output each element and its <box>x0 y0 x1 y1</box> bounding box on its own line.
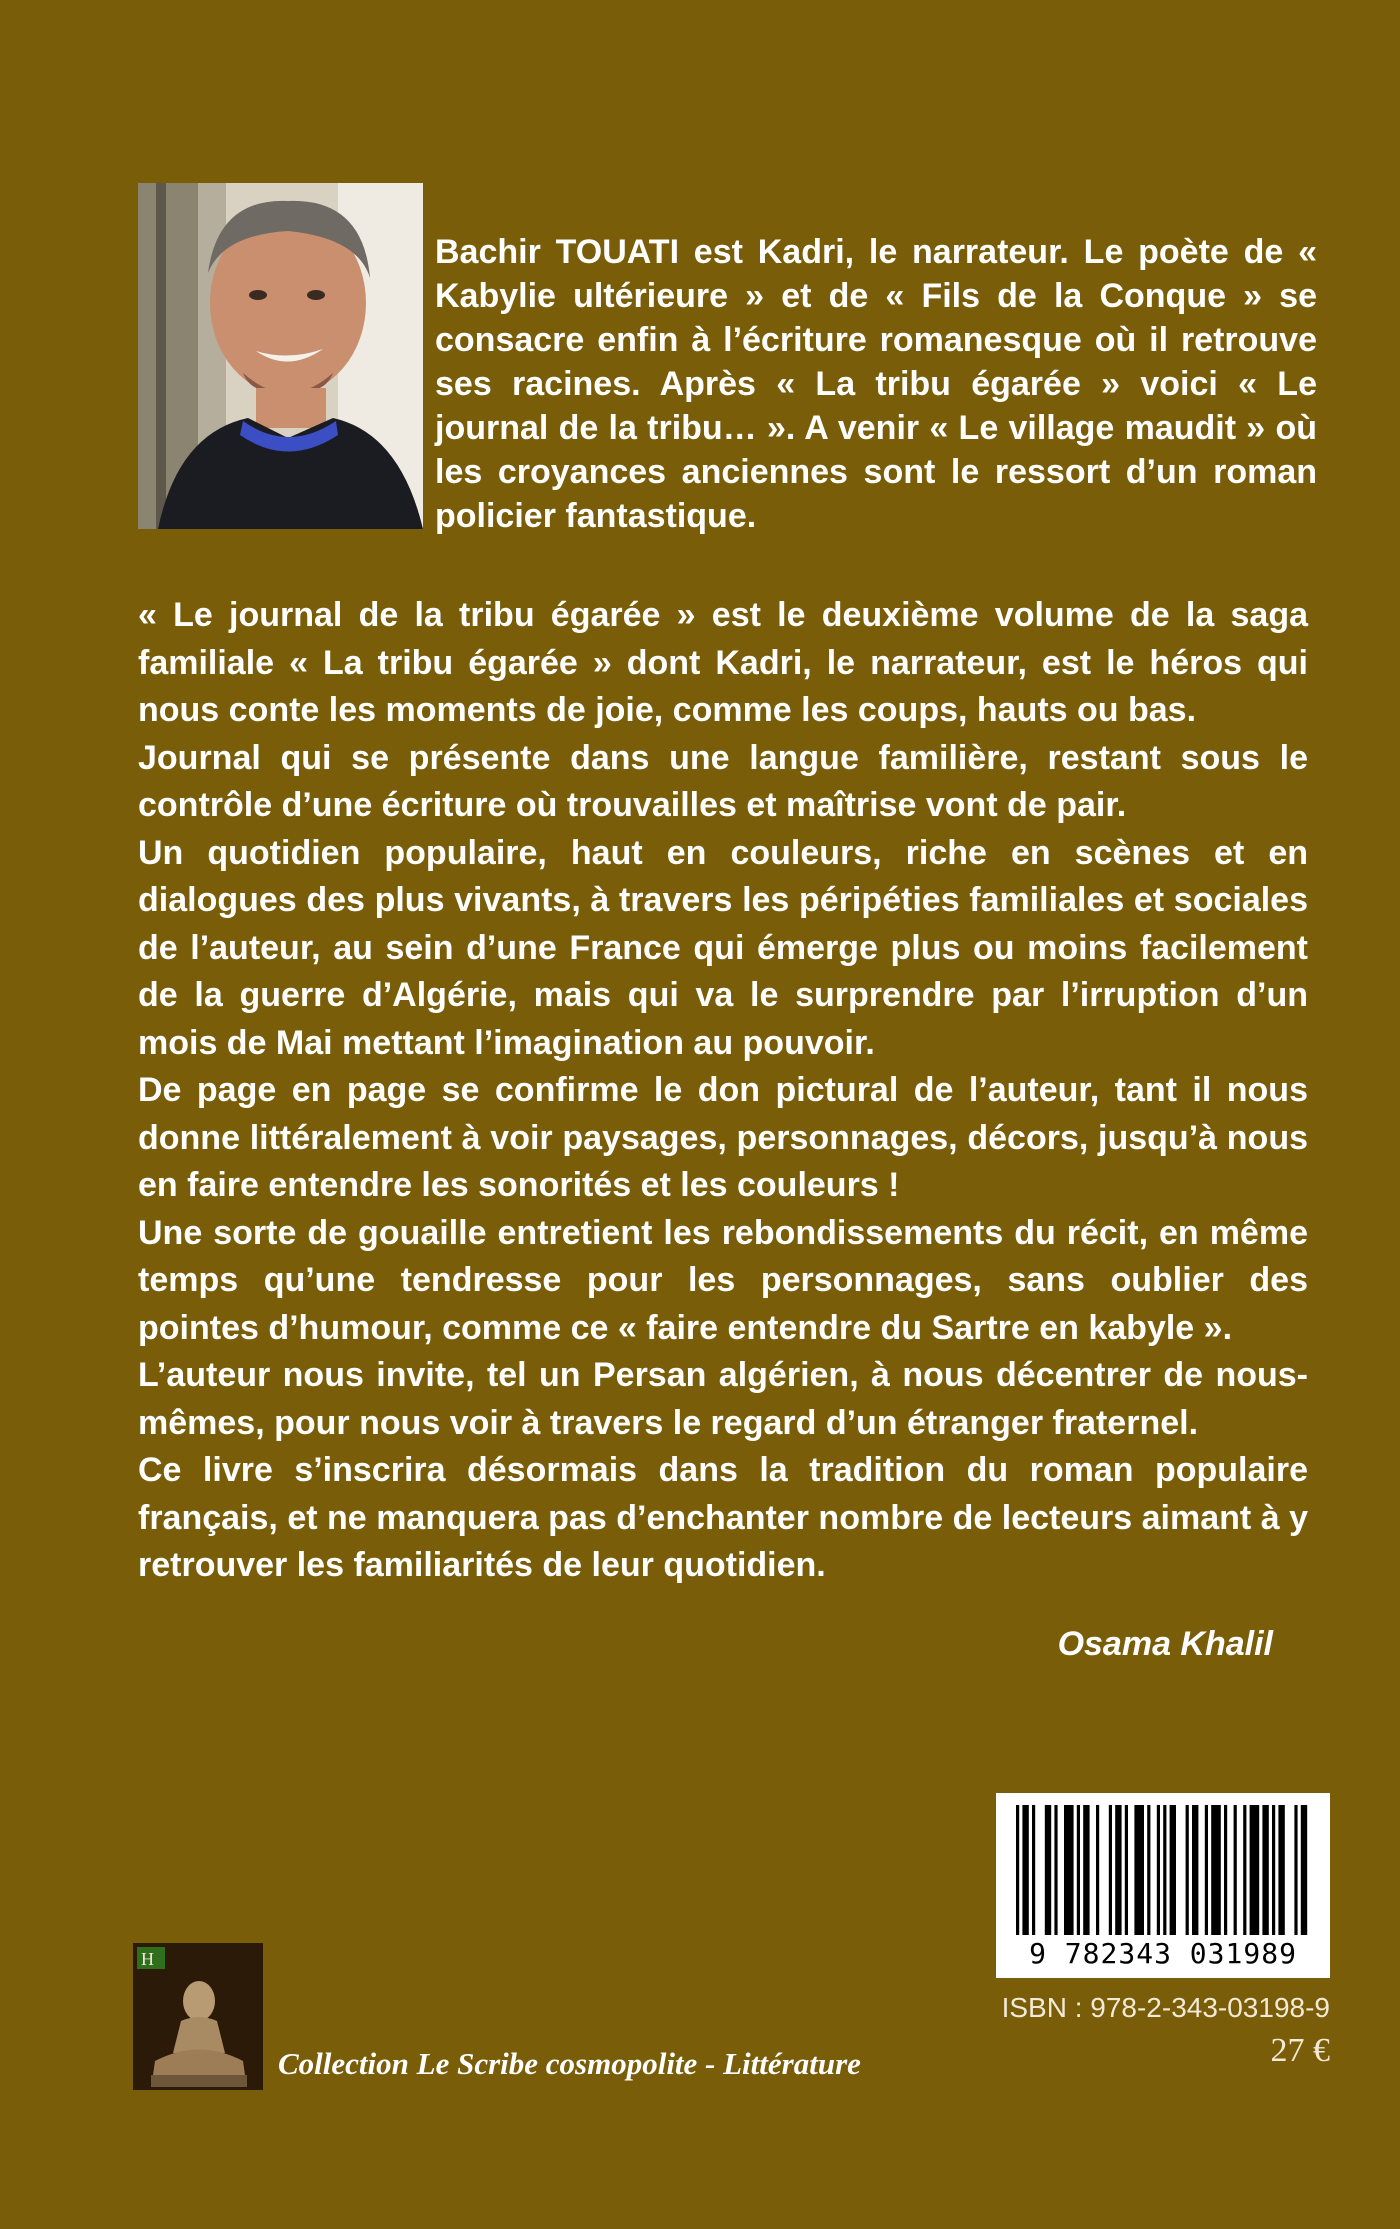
collection-logo <box>133 1943 263 2090</box>
barcode-bar <box>1170 1805 1176 1935</box>
barcode-bar <box>1096 1805 1099 1935</box>
barcode-bar <box>1262 1805 1268 1935</box>
blurb-signature: Osama Khalil <box>1057 1625 1273 1663</box>
barcode <box>996 1793 1330 1978</box>
barcode-bar <box>1278 1805 1284 1935</box>
barcode-bar <box>1205 1805 1208 1935</box>
book-blurb <box>138 592 1308 1590</box>
barcode-bar <box>1032 1805 1035 1935</box>
barcode-bar <box>1054 1805 1057 1935</box>
barcode-bar <box>1163 1805 1166 1935</box>
barcode-bar <box>1224 1805 1227 1935</box>
blurb-paragraph: « Le journal de la tribu égarée » est le deuxième volume de la saga familiale « La tribu égarée » dont Kadri, le narrateur, est le héros qui nous conte les moments de joie, comme les coups, hauts ou bas. <box>138 596 1308 729</box>
blurb-paragraph: L’auteur nous invite, tel un Persan algérien, à nous décentrer de nous-mêmes, pour nous voir à travers le regard d’un étranger fraternel. <box>138 1356 1308 1442</box>
barcode-bar <box>1234 1805 1237 1935</box>
barcode-bar <box>1186 1805 1189 1935</box>
barcode-bar <box>1022 1805 1028 1935</box>
barcode-bar <box>1147 1805 1150 1935</box>
barcode-bar <box>1301 1805 1307 1935</box>
blurb-paragraph: Une sorte de gouaille entretient les rebondissements du récit, en même temps qu’une tendresse pour les personnages, sans oublier des pointes d’humour, comme ce « faire entendre du Sartre en kabyle ». <box>138 1213 1308 1347</box>
barcode-bar <box>1109 1805 1112 1935</box>
barcode-bar <box>1125 1805 1128 1935</box>
blurb-paragraph: Un quotidien populaire, haut en couleurs, riche en scènes et en dialogues des plus vivants, à travers les péripéties familiales et sociales de l’auteur, au sein d’une France qui émerge plus ou moins facilement de la guerre d’Algérie, mais qui va le surprendre par l’irruption d’un mois de Mai mettant l’imagination au pouvoir. <box>138 833 1308 1062</box>
barcode-bar <box>1016 1805 1019 1935</box>
barcode-digits: 9 782343 031989 <box>1029 1937 1297 1970</box>
collection-logo-text: H <box>141 1949 154 1969</box>
isbn: ISBN : 978-2-343-03198-9 <box>1001 1992 1330 2023</box>
price: 27 € <box>1270 2032 1330 2069</box>
barcode-bar <box>1192 1805 1198 1935</box>
blurb-paragraph: Journal qui se présente dans une langue familière, restant sous le contrôle d’une écriture où trouvailles et maîtrise vont de pair. <box>138 738 1308 824</box>
barcode-bar <box>1157 1805 1160 1935</box>
author-bio: Bachir TOUATI est Kadri, le narrateur. Le poète de « Kabylie ultérieure » et de « Fils de la Conque » se consacre enfin à l’écriture romanesque où il retrouve ses racines. Après « La tribu égarée » voici « Le journal de la tribu… ». A venir « Le village maudit » où les croyances anciennes sont le ressort d’un roman policier fantastique. <box>435 233 1317 535</box>
barcode-bar <box>1115 1805 1121 1935</box>
barcode-bar <box>1077 1805 1080 1935</box>
barcode-bar <box>1045 1805 1051 1935</box>
blurb-paragraph: Ce livre s’inscrira désormais dans la tradition du roman populaire français, et ne manquera pas d’enchanter nombre de lecteurs aimant à y retrouver les familiarités de leur quotidien. <box>138 1451 1308 1584</box>
barcode-bar <box>1083 1805 1089 1935</box>
barcode-bar <box>1272 1805 1275 1935</box>
barcode-bar <box>1134 1805 1144 1935</box>
barcode-bar <box>1211 1805 1221 1935</box>
blurb-paragraph: De page en page se confirme le don pictural de l’auteur, tant il nous donne littéralement à voir paysages, personnages, décors, jusqu’à nous en faire entendre les sonorités et les couleurs ! <box>138 1071 1308 1204</box>
barcode-bars <box>1016 1805 1310 1935</box>
barcode-bar <box>1243 1805 1246 1935</box>
barcode-bar <box>1294 1805 1297 1935</box>
author-photo <box>138 183 423 529</box>
collection-name: Collection Le Scribe cosmopolite - Littérature <box>278 2046 861 2081</box>
barcode-bar <box>1250 1805 1260 1935</box>
barcode-bar <box>1064 1805 1074 1935</box>
